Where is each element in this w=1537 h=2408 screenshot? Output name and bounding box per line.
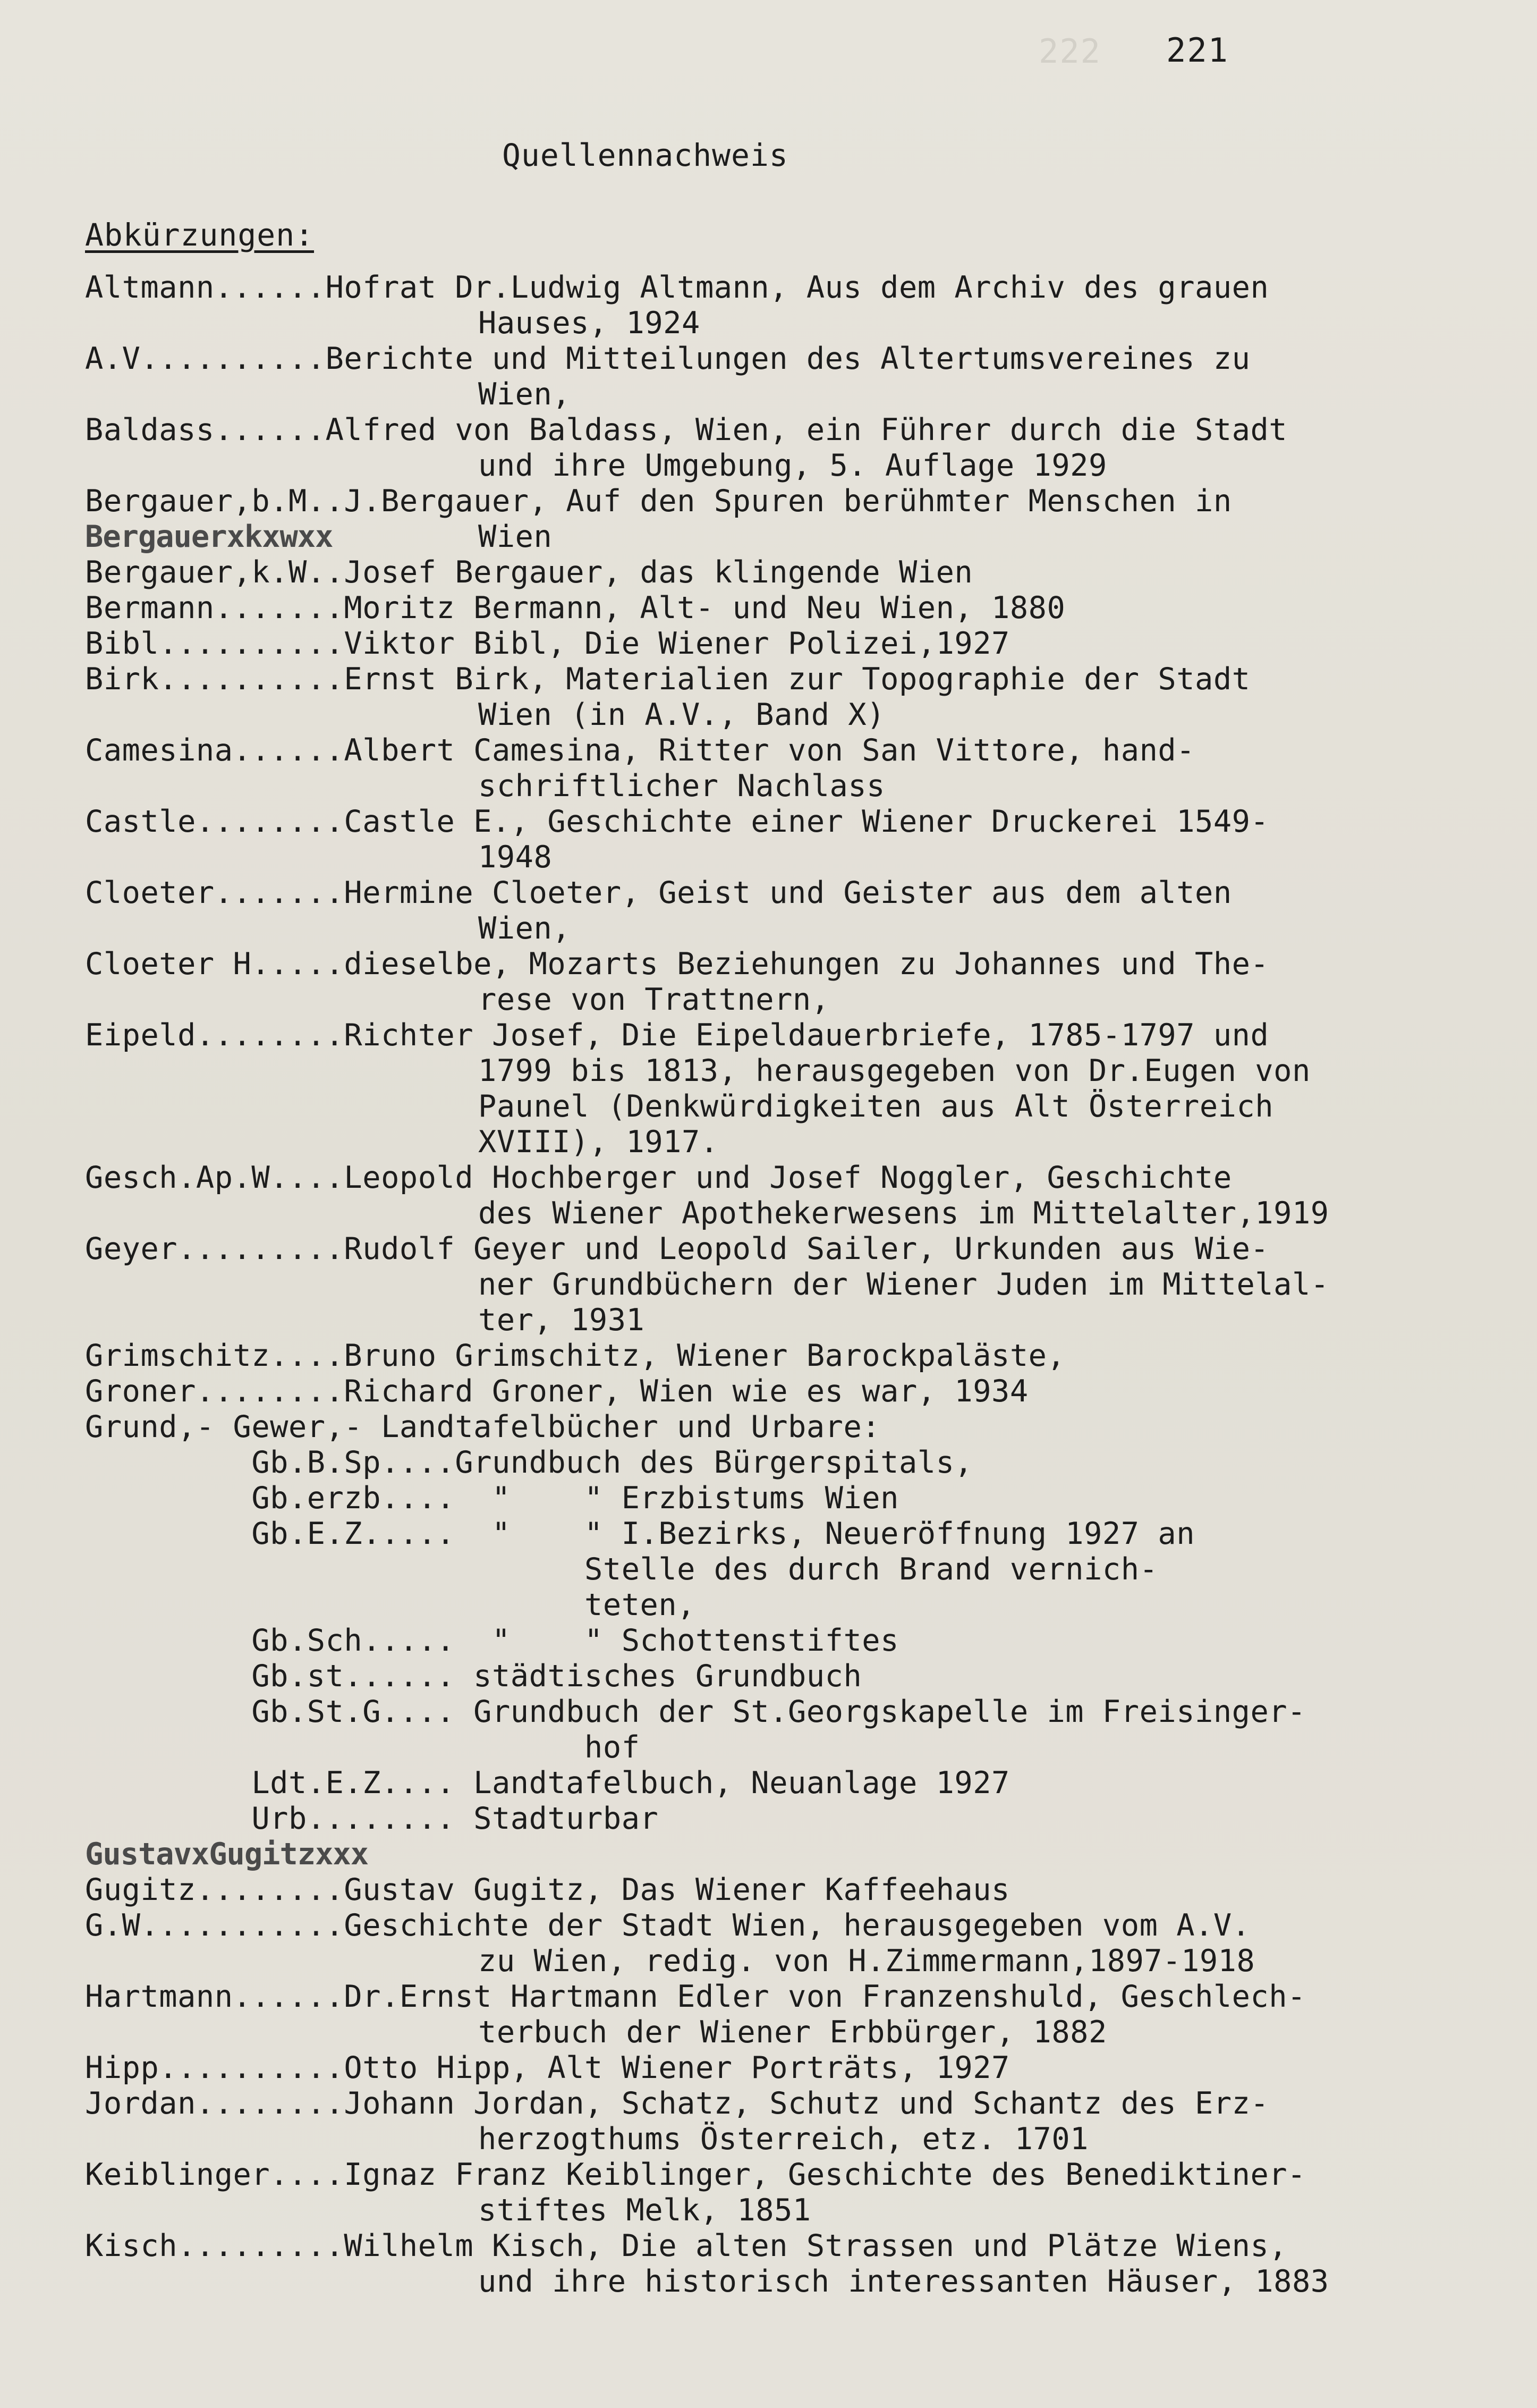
text-line: 1799 bis 1813, herausgegeben von Dr.Eugen von <box>478 1053 1311 1088</box>
text-line: Cloeter.......Hermine Cloeter, Geist und Geister aus dem alten <box>85 875 1232 910</box>
text-line: ner Grundbüchern der Wiener Juden im Mittelal- <box>478 1267 1329 1302</box>
text-line: Wien, <box>478 377 571 412</box>
text-line: Gb.Sch..... " " Schottenstiftes <box>85 1623 899 1658</box>
text-line: Camesina......Albert Camesina, Ritter von San Vittore, hand- <box>85 733 1195 768</box>
text-line: Baldass......Alfred von Baldass, Wien, ein Führer durch die Stadt <box>85 412 1288 447</box>
text-line: Gb.B.Sp....Grundbuch des Bürgerspitals, <box>85 1445 973 1480</box>
text-line: hof <box>85 1730 640 1765</box>
text-line: Gesch.Ap.W....Leopold Hochberger und Josef Noggler, Geschichte <box>85 1160 1232 1195</box>
text-line: XVIII), 1917. <box>478 1125 719 1160</box>
text-line: und ihre historisch interessanten Häuser, 1883 <box>478 2264 1329 2299</box>
text-line: Cloeter H.....dieselbe, Mozarts Beziehungen zu Johannes und The- <box>85 947 1269 982</box>
page-number: 221 <box>1166 31 1229 70</box>
text-line: Stelle des durch Brand vernich- <box>85 1552 1158 1587</box>
text-line: Groner........Richard Groner, Wien wie es war, 1934 <box>85 1374 1029 1409</box>
text-line: Grimschitz....Bruno Grimschitz, Wiener Barockpaläste, <box>85 1338 1066 1373</box>
text-line: Keiblinger....Ignaz Franz Keiblinger, Geschichte des Benediktiner- <box>85 2157 1306 2192</box>
page-title: Quellennachweis <box>502 137 788 173</box>
text-line: rese von Trattnern, <box>478 982 830 1017</box>
text-line: schriftlicher Nachlass <box>478 768 885 804</box>
struck-out-text: Bergauerxkxwxx <box>85 519 333 554</box>
text-line: 1948 <box>478 840 553 875</box>
text-line: Gb.E.Z..... " " I.Bezirks, Neueröffnung 1927 an <box>85 1516 1195 1551</box>
text-line: Gb.erzb.... " " Erzbistums Wien <box>85 1481 899 1516</box>
text-line: Gb.St.G.... Grundbuch der St.Georgskapelle im Freisinger- <box>85 1694 1306 1729</box>
text-line: teten, <box>85 1587 695 1623</box>
text-line: Kisch.........Wilhelm Kisch, Die alten Strassen und Plätze Wiens, <box>85 2228 1288 2263</box>
text-line: herzogthums Österreich, etz. 1701 <box>478 2122 1089 2157</box>
text-line: Geyer.........Rudolf Geyer und Leopold Sailer, Urkunden aus Wie- <box>85 1231 1269 1266</box>
text-line: Paunel (Denkwürdigkeiten aus Alt Österreich <box>478 1089 1274 1124</box>
text-line: Bergauer,b.M..J.Bergauer, Auf den Spuren berühmter Menschen in <box>85 484 1232 519</box>
text-line: und ihre Umgebung, 5. Auflage 1929 <box>478 448 1107 483</box>
text-line: Wien, <box>478 911 571 946</box>
text-line: G.W...........Geschichte der Stadt Wien, herausgegeben vom A.V. <box>85 1908 1251 1943</box>
text-line: Ldt.E.Z.... Landtafelbuch, Neuanlage 1927 <box>85 1765 1010 1801</box>
text-line: zu Wien, redig. von H.Zimmermann,1897-1918 <box>478 1944 1255 1979</box>
text-line: Jordan........Johann Jordan, Schatz, Schutz und Schantz des Erz- <box>85 2086 1269 2121</box>
text-line: des Wiener Apothekerwesens im Mittelalter,1919 <box>478 1196 1329 1231</box>
text-line: Hauses, 1924 <box>478 306 700 341</box>
text-line: Bermann.......Moritz Bermann, Alt- und Neu Wien, 1880 <box>85 590 1066 626</box>
text-line: Urb........ Stadturbar <box>85 1801 659 1836</box>
text-line: Bibl..........Viktor Bibl, Die Wiener Polizei,1927 <box>85 626 1010 661</box>
text-line: Hartmann......Dr.Ernst Hartmann Edler von Franzenshuld, Geschlech- <box>85 1979 1306 2014</box>
text-line: stiftes Melk, 1851 <box>478 2193 811 2228</box>
text-line: Gugitz........Gustav Gugitz, Das Wiener Kaffeehaus <box>85 1872 1010 1907</box>
text-line: ter, 1931 <box>478 1303 645 1338</box>
text-line: terbuch der Wiener Erbbürger, 1882 <box>478 2015 1107 2050</box>
text-line: Birk..........Ernst Birk, Materialien zur Topographie der Stadt <box>85 662 1251 697</box>
struck-out-text: GustavxGugitzxxx <box>85 1837 369 1872</box>
text-line: Castle........Castle E., Geschichte einer Wiener Druckerei 1549- <box>85 804 1269 839</box>
text-line: Hipp..........Otto Hipp, Alt Wiener Porträts, 1927 <box>85 2050 1010 2085</box>
text-line: Altmann......Hofrat Dr.Ludwig Altmann, Aus dem Archiv des grauen <box>85 270 1269 305</box>
text-line: Wien (in A.V., Band X) <box>478 697 885 732</box>
text-line: Wien <box>478 519 553 554</box>
text-line: Grund,- Gewer,- Landtafelbücher und Urbare: <box>85 1409 881 1444</box>
text-line: Bergauer,k.W..Josef Bergauer, das klingende Wien <box>85 555 973 590</box>
abbreviations-heading: Abkürzungen: <box>85 217 315 253</box>
text-line: A.V..........Berichte und Mitteilungen des Altertumsvereines zu <box>85 341 1251 376</box>
ghost-page-number: 222 <box>1039 32 1101 71</box>
text-line: Eipeld........Richter Josef, Die Eipeldauerbriefe, 1785-1797 und <box>85 1018 1269 1053</box>
text-line: Gb.st...... städtisches Grundbuch <box>85 1659 862 1694</box>
